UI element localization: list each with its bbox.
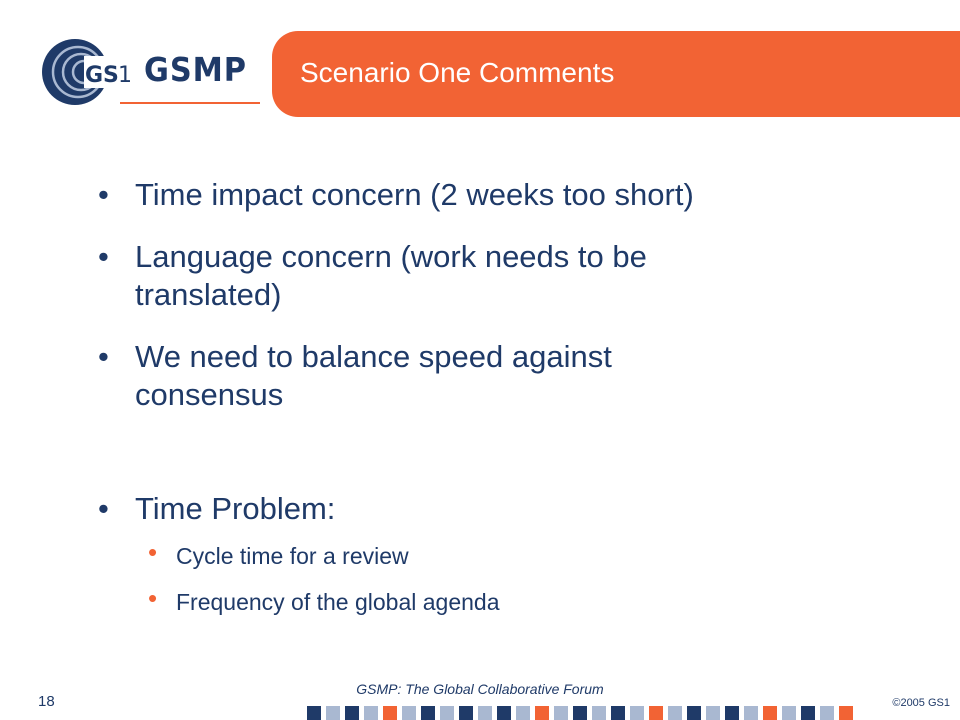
footer-square xyxy=(383,706,397,720)
footer-square xyxy=(725,706,739,720)
bullet-text: Time impact concern (2 weeks too short) xyxy=(135,177,694,212)
footer-square xyxy=(573,706,587,720)
footer-square xyxy=(459,706,473,720)
footer-square xyxy=(345,706,359,720)
footer-square xyxy=(611,706,625,720)
bullet-dot-icon: • xyxy=(98,177,109,212)
footer-square xyxy=(649,706,663,720)
footer-square xyxy=(801,706,815,720)
svg-text:GS: GS xyxy=(85,63,119,88)
footer-square xyxy=(668,706,682,720)
copyright-notice: ©2005 GS1 xyxy=(892,697,950,709)
sub-bullet-text: Cycle time for a review xyxy=(176,543,409,569)
sub-bullet-dot-icon: • xyxy=(148,537,158,567)
gs1-logo-icon xyxy=(40,38,140,108)
footer-square xyxy=(782,706,796,720)
footer-square xyxy=(516,706,530,720)
sub-bullet-dot-icon: • xyxy=(148,583,158,613)
sub-bullet-text: Frequency of the global agenda xyxy=(176,589,500,615)
footer-square xyxy=(687,706,701,720)
footer-square xyxy=(326,706,340,720)
footer-square xyxy=(630,706,644,720)
footer-square xyxy=(535,706,549,720)
bullet-text: We need to balance speed against consensus xyxy=(135,339,612,412)
title-banner xyxy=(272,31,960,117)
footer-caption: GSMP: The Global Collaborative Forum xyxy=(356,681,604,697)
footer-square xyxy=(763,706,777,720)
footer-square xyxy=(820,706,834,720)
footer-square xyxy=(554,706,568,720)
footer-square xyxy=(402,706,416,720)
bullet-dot-icon: • xyxy=(98,491,109,526)
bullet-dot-icon: • xyxy=(98,339,109,374)
page-number: 18 xyxy=(38,693,55,710)
bullet-dot-icon: • xyxy=(98,239,109,274)
gsmp-logo xyxy=(40,38,247,108)
footer-square xyxy=(497,706,511,720)
footer-square xyxy=(440,706,454,720)
slide-title: Scenario One Comments xyxy=(300,57,615,88)
bullet-text: Time Problem: xyxy=(135,491,336,526)
footer-square xyxy=(421,706,435,720)
footer-square xyxy=(364,706,378,720)
footer-square xyxy=(592,706,606,720)
svg-text:1: 1 xyxy=(118,63,132,88)
footer-square xyxy=(744,706,758,720)
footer-square xyxy=(839,706,853,720)
gsmp-logo-text: GSMP xyxy=(144,50,247,89)
logo-underline xyxy=(120,102,260,104)
footer-square xyxy=(307,706,321,720)
footer-square-pattern xyxy=(307,706,853,720)
footer-square xyxy=(706,706,720,720)
footer-square xyxy=(478,706,492,720)
bullet-text: Language concern (work needs to be translated) xyxy=(135,239,647,312)
